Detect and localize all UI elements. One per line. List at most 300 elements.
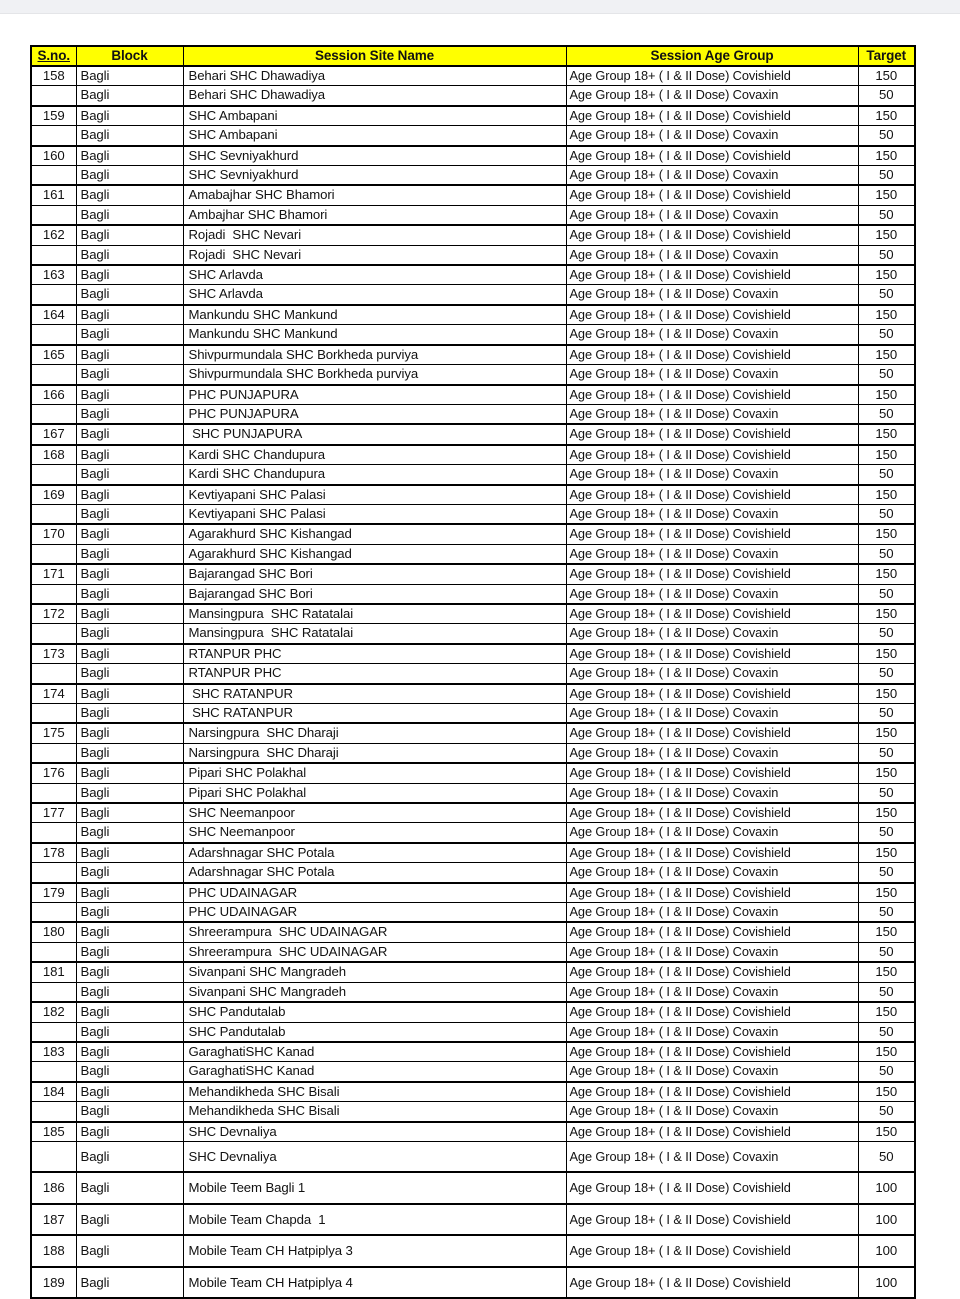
table-row (31, 325, 915, 345)
age-group-cell: Age Group 18+ ( I & II Dose) Covaxin (566, 245, 858, 265)
block-cell: Bagli (76, 644, 183, 664)
target-cell: 50 (858, 285, 915, 305)
target-cell: 50 (858, 1141, 915, 1172)
sno-cell: 188 (31, 1235, 76, 1267)
target-cell: 50 (858, 1062, 915, 1082)
table-body (31, 66, 915, 1298)
site-name-cell: Adarshnagar SHC Potala (183, 843, 566, 863)
site-name-cell: Sivanpani SHC Mangradeh (183, 962, 566, 982)
target-cell: 150 (858, 723, 915, 743)
target-cell: 150 (858, 644, 915, 664)
table-row (31, 445, 915, 465)
table-row (31, 644, 915, 664)
table-row (31, 1082, 915, 1102)
age-group-cell: Age Group 18+ ( I & II Dose) Covishield (566, 843, 858, 863)
table-row (31, 106, 915, 126)
table-row (31, 1141, 915, 1172)
block-cell: Bagli (76, 424, 183, 444)
site-name-cell: GaraghatiSHC Kanad (183, 1042, 566, 1062)
block-cell: Bagli (76, 883, 183, 903)
target-cell: 50 (858, 783, 915, 803)
table-row (31, 783, 915, 803)
sno-cell: 177 (31, 803, 76, 823)
block-cell: Bagli (76, 783, 183, 803)
block-cell: Bagli (76, 723, 183, 743)
target-cell: 150 (858, 922, 915, 942)
block-cell: Bagli (76, 743, 183, 763)
sno-cell: 187 (31, 1204, 76, 1236)
block-cell: Bagli (76, 544, 183, 564)
block-cell: Bagli (76, 126, 183, 146)
table-row (31, 1102, 915, 1122)
age-group-cell: Age Group 18+ ( I & II Dose) Covaxin (566, 903, 858, 923)
sno-cell (31, 285, 76, 305)
table-row (31, 485, 915, 505)
site-name-cell: Mobile Team CH Hatpiplya 4 (183, 1267, 566, 1299)
sno-cell: 178 (31, 843, 76, 863)
table-row (31, 903, 915, 923)
site-name-cell: Kevtiyapani SHC Palasi (183, 485, 566, 505)
age-group-cell: Age Group 18+ ( I & II Dose) Covaxin (566, 465, 858, 485)
age-group-cell: Age Group 18+ ( I & II Dose) Covaxin (566, 783, 858, 803)
header-session-site-name: Session Site Name (183, 46, 566, 66)
site-name-cell: SHC RATANPUR (183, 684, 566, 704)
sno-cell: 181 (31, 962, 76, 982)
sno-cell (31, 942, 76, 962)
block-cell: Bagli (76, 1204, 183, 1236)
top-strip (0, 0, 960, 14)
table-row (31, 1062, 915, 1082)
block-cell: Bagli (76, 962, 183, 982)
site-name-cell: Kardi SHC Chandupura (183, 445, 566, 465)
age-group-cell: Age Group 18+ ( I & II Dose) Covaxin (566, 166, 858, 186)
target-cell: 50 (858, 704, 915, 724)
sno-cell (31, 664, 76, 684)
table-row (31, 66, 915, 86)
sno-cell (31, 544, 76, 564)
sno-cell (31, 982, 76, 1002)
block-cell: Bagli (76, 285, 183, 305)
site-name-cell: SHC Pandutalab (183, 1022, 566, 1042)
block-cell: Bagli (76, 604, 183, 624)
table-row (31, 225, 915, 245)
sno-cell: 185 (31, 1122, 76, 1142)
target-cell: 150 (858, 684, 915, 704)
block-cell: Bagli (76, 1022, 183, 1042)
target-cell: 150 (858, 564, 915, 584)
table-row (31, 962, 915, 982)
table-row (31, 922, 915, 942)
target-cell: 50 (858, 126, 915, 146)
target-cell: 50 (858, 903, 915, 923)
block-cell: Bagli (76, 166, 183, 186)
site-name-cell: Mehandikheda SHC Bisali (183, 1082, 566, 1102)
target-cell: 50 (858, 743, 915, 763)
sno-cell: 189 (31, 1267, 76, 1299)
sno-cell (31, 823, 76, 843)
age-group-cell: Age Group 18+ ( I & II Dose) Covaxin (566, 1102, 858, 1122)
table-row (31, 424, 915, 444)
target-cell: 150 (858, 883, 915, 903)
sno-cell: 183 (31, 1042, 76, 1062)
table-row (31, 1267, 915, 1299)
age-group-cell: Age Group 18+ ( I & II Dose) Covishield (566, 564, 858, 584)
block-cell: Bagli (76, 584, 183, 604)
site-name-cell: Mobile Team Chapda 1 (183, 1204, 566, 1236)
sno-cell (31, 166, 76, 186)
site-name-cell: SHC Arlavda (183, 265, 566, 285)
sno-cell: 171 (31, 564, 76, 584)
target-cell: 150 (858, 106, 915, 126)
block-cell: Bagli (76, 485, 183, 505)
age-group-cell: Age Group 18+ ( I & II Dose) Covishield (566, 225, 858, 245)
age-group-cell: Age Group 18+ ( I & II Dose) Covishield (566, 763, 858, 783)
age-group-cell: Age Group 18+ ( I & II Dose) Covishield (566, 106, 858, 126)
block-cell: Bagli (76, 1062, 183, 1082)
table-row (31, 743, 915, 763)
sno-cell: 179 (31, 883, 76, 903)
sno-cell: 173 (31, 644, 76, 664)
age-group-cell: Age Group 18+ ( I & II Dose) Covishield (566, 445, 858, 465)
site-name-cell: SHC Ambapani (183, 106, 566, 126)
sno-cell: 165 (31, 345, 76, 365)
sno-cell: 163 (31, 265, 76, 285)
target-cell: 50 (858, 166, 915, 186)
block-cell: Bagli (76, 66, 183, 86)
age-group-cell: Age Group 18+ ( I & II Dose) Covishield (566, 1082, 858, 1102)
header-sno: S.no. (31, 46, 76, 66)
target-cell: 100 (858, 1267, 915, 1299)
site-name-cell: RTANPUR PHC (183, 644, 566, 664)
block-cell: Bagli (76, 325, 183, 345)
site-name-cell: Mobile Team CH Hatpiplya 3 (183, 1235, 566, 1267)
age-group-cell: Age Group 18+ ( I & II Dose) Covishield (566, 146, 858, 166)
sno-cell: 159 (31, 106, 76, 126)
age-group-cell: Age Group 18+ ( I & II Dose) Covishield (566, 1042, 858, 1062)
block-cell: Bagli (76, 305, 183, 325)
table-row (31, 245, 915, 265)
age-group-cell: Age Group 18+ ( I & II Dose) Covishield (566, 922, 858, 942)
table-row (31, 404, 915, 424)
target-cell: 50 (858, 504, 915, 524)
target-cell: 150 (858, 385, 915, 405)
block-cell: Bagli (76, 106, 183, 126)
sno-cell: 180 (31, 922, 76, 942)
sno-cell: 166 (31, 385, 76, 405)
table-row (31, 1204, 915, 1236)
block-cell: Bagli (76, 86, 183, 106)
block-cell: Bagli (76, 265, 183, 285)
age-group-cell: Age Group 18+ ( I & II Dose) Covaxin (566, 1141, 858, 1172)
site-name-cell: Agarakhurd SHC Kishangad (183, 524, 566, 544)
table-container (30, 45, 916, 1299)
age-group-cell: Age Group 18+ ( I & II Dose) Covaxin (566, 126, 858, 146)
table-row (31, 126, 915, 146)
target-cell: 50 (858, 245, 915, 265)
site-name-cell: Rojadi SHC Nevari (183, 245, 566, 265)
sno-cell (31, 205, 76, 225)
block-cell: Bagli (76, 843, 183, 863)
table-row (31, 1002, 915, 1022)
site-name-cell: Ambajhar SHC Bhamori (183, 205, 566, 225)
site-name-cell: Shivpurmundala SHC Borkheda purviya (183, 365, 566, 385)
age-group-cell: Age Group 18+ ( I & II Dose) Covaxin (566, 205, 858, 225)
site-name-cell: SHC Devnaliya (183, 1141, 566, 1172)
block-cell: Bagli (76, 903, 183, 923)
age-group-cell: Age Group 18+ ( I & II Dose) Covaxin (566, 365, 858, 385)
age-group-cell: Age Group 18+ ( I & II Dose) Covishield (566, 883, 858, 903)
site-name-cell: Bajarangad SHC Bori (183, 564, 566, 584)
sno-cell: 164 (31, 305, 76, 325)
table-row (31, 684, 915, 704)
target-cell: 50 (858, 365, 915, 385)
block-cell: Bagli (76, 664, 183, 684)
site-name-cell: Shreerampura SHC UDAINAGAR (183, 922, 566, 942)
site-name-cell: SHC Sevniyakhurd (183, 166, 566, 186)
age-group-cell: Age Group 18+ ( I & II Dose) Covaxin (566, 823, 858, 843)
sno-cell: 168 (31, 445, 76, 465)
age-group-cell: Age Group 18+ ( I & II Dose) Covishield (566, 185, 858, 205)
block-cell: Bagli (76, 1141, 183, 1172)
site-name-cell: SHC Sevniyakhurd (183, 146, 566, 166)
site-name-cell: SHC Neemanpoor (183, 823, 566, 843)
target-cell: 50 (858, 982, 915, 1002)
table-row (31, 624, 915, 644)
session-sites-table (30, 45, 916, 1299)
site-name-cell: Behari SHC Dhawadiya (183, 86, 566, 106)
table-row (31, 1042, 915, 1062)
site-name-cell: SHC Ambapani (183, 126, 566, 146)
site-name-cell: Amabajhar SHC Bhamori (183, 185, 566, 205)
sno-cell: 160 (31, 146, 76, 166)
table-row (31, 465, 915, 485)
age-group-cell: Age Group 18+ ( I & II Dose) Covaxin (566, 982, 858, 1002)
age-group-cell: Age Group 18+ ( I & II Dose) Covishield (566, 684, 858, 704)
table-row (31, 504, 915, 524)
table-row (31, 982, 915, 1002)
table-row (31, 883, 915, 903)
age-group-cell: Age Group 18+ ( I & II Dose) Covishield (566, 345, 858, 365)
sno-cell: 169 (31, 485, 76, 505)
table-row (31, 604, 915, 624)
table-row (31, 803, 915, 823)
target-cell: 150 (858, 962, 915, 982)
site-name-cell: PHC UDAINAGAR (183, 903, 566, 923)
block-cell: Bagli (76, 942, 183, 962)
table-row (31, 205, 915, 225)
sno-cell (31, 624, 76, 644)
target-cell: 150 (858, 66, 915, 86)
age-group-cell: Age Group 18+ ( I & II Dose) Covaxin (566, 743, 858, 763)
site-name-cell: Mehandikheda SHC Bisali (183, 1102, 566, 1122)
table-row (31, 1022, 915, 1042)
site-name-cell: Pipari SHC Polakhal (183, 783, 566, 803)
sno-cell (31, 1102, 76, 1122)
age-group-cell: Age Group 18+ ( I & II Dose) Covaxin (566, 863, 858, 883)
sno-cell (31, 465, 76, 485)
age-group-cell: Age Group 18+ ( I & II Dose) Covishield (566, 604, 858, 624)
site-name-cell: SHC RATANPUR (183, 704, 566, 724)
block-cell: Bagli (76, 524, 183, 544)
block-cell: Bagli (76, 1082, 183, 1102)
table-row (31, 704, 915, 724)
sno-cell (31, 365, 76, 385)
sno-cell: 184 (31, 1082, 76, 1102)
age-group-cell: Age Group 18+ ( I & II Dose) Covaxin (566, 504, 858, 524)
block-cell: Bagli (76, 1042, 183, 1062)
table-row (31, 823, 915, 843)
age-group-cell: Age Group 18+ ( I & II Dose) Covaxin (566, 285, 858, 305)
table-row (31, 723, 915, 743)
site-name-cell: SHC Pandutalab (183, 1002, 566, 1022)
target-cell: 150 (858, 1042, 915, 1062)
block-cell: Bagli (76, 763, 183, 783)
block-cell: Bagli (76, 564, 183, 584)
sno-cell: 174 (31, 684, 76, 704)
age-group-cell: Age Group 18+ ( I & II Dose) Covishield (566, 1235, 858, 1267)
age-group-cell: Age Group 18+ ( I & II Dose) Covishield (566, 1267, 858, 1299)
table-row (31, 763, 915, 783)
site-name-cell: SHC Neemanpoor (183, 803, 566, 823)
sno-cell: 175 (31, 723, 76, 743)
header-session-age-group: Session Age Group (566, 46, 858, 66)
sno-cell: 170 (31, 524, 76, 544)
age-group-cell: Age Group 18+ ( I & II Dose) Covishield (566, 385, 858, 405)
age-group-cell: Age Group 18+ ( I & II Dose) Covishield (566, 424, 858, 444)
block-cell: Bagli (76, 465, 183, 485)
target-cell: 150 (858, 185, 915, 205)
table-row (31, 524, 915, 544)
age-group-cell: Age Group 18+ ( I & II Dose) Covishield (566, 305, 858, 325)
block-cell: Bagli (76, 1235, 183, 1267)
table-row (31, 544, 915, 564)
age-group-cell: Age Group 18+ ( I & II Dose) Covaxin (566, 1022, 858, 1042)
sno-cell: 172 (31, 604, 76, 624)
sno-cell (31, 1022, 76, 1042)
site-name-cell: SHC Devnaliya (183, 1122, 566, 1142)
age-group-cell: Age Group 18+ ( I & II Dose) Covaxin (566, 704, 858, 724)
block-cell: Bagli (76, 385, 183, 405)
age-group-cell: Age Group 18+ ( I & II Dose) Covaxin (566, 624, 858, 644)
block-cell: Bagli (76, 146, 183, 166)
table-row (31, 185, 915, 205)
target-cell: 50 (858, 325, 915, 345)
block-cell: Bagli (76, 684, 183, 704)
target-cell: 150 (858, 803, 915, 823)
site-name-cell: Narsingpura SHC Dharaji (183, 723, 566, 743)
table-row (31, 146, 915, 166)
sno-cell (31, 245, 76, 265)
block-cell: Bagli (76, 1172, 183, 1204)
site-name-cell: GaraghatiSHC Kanad (183, 1062, 566, 1082)
block-cell: Bagli (76, 704, 183, 724)
age-group-cell: Age Group 18+ ( I & II Dose) Covishield (566, 1204, 858, 1236)
target-cell: 50 (858, 584, 915, 604)
header-block: Block (76, 46, 183, 66)
age-group-cell: Age Group 18+ ( I & II Dose) Covishield (566, 265, 858, 285)
site-name-cell: Mansingpura SHC Ratatalai (183, 624, 566, 644)
age-group-cell: Age Group 18+ ( I & II Dose) Covaxin (566, 86, 858, 106)
age-group-cell: Age Group 18+ ( I & II Dose) Covaxin (566, 404, 858, 424)
table-row (31, 1122, 915, 1142)
table-row (31, 86, 915, 106)
sno-cell (31, 126, 76, 146)
sno-cell: 176 (31, 763, 76, 783)
age-group-cell: Age Group 18+ ( I & II Dose) Covishield (566, 66, 858, 86)
block-cell: Bagli (76, 1122, 183, 1142)
sno-cell (31, 903, 76, 923)
target-cell: 50 (858, 942, 915, 962)
sno-cell: 158 (31, 66, 76, 86)
site-name-cell: Agarakhurd SHC Kishangad (183, 544, 566, 564)
target-cell: 50 (858, 544, 915, 564)
age-group-cell: Age Group 18+ ( I & II Dose) Covaxin (566, 942, 858, 962)
block-cell: Bagli (76, 445, 183, 465)
age-group-cell: Age Group 18+ ( I & II Dose) Covishield (566, 1172, 858, 1204)
age-group-cell: Age Group 18+ ( I & II Dose) Covaxin (566, 664, 858, 684)
site-name-cell: Sivanpani SHC Mangradeh (183, 982, 566, 1002)
table-row (31, 584, 915, 604)
site-name-cell: Pipari SHC Polakhal (183, 763, 566, 783)
age-group-cell: Age Group 18+ ( I & II Dose) Covishield (566, 485, 858, 505)
block-cell: Bagli (76, 624, 183, 644)
header-target: Target (858, 46, 915, 66)
age-group-cell: Age Group 18+ ( I & II Dose) Covishield (566, 1122, 858, 1142)
sno-cell (31, 325, 76, 345)
block-cell: Bagli (76, 245, 183, 265)
target-cell: 150 (858, 604, 915, 624)
target-cell: 150 (858, 225, 915, 245)
site-name-cell: Adarshnagar SHC Potala (183, 863, 566, 883)
block-cell: Bagli (76, 922, 183, 942)
sno-cell (31, 404, 76, 424)
sno-cell (31, 743, 76, 763)
target-cell: 100 (858, 1204, 915, 1236)
sno-cell: 162 (31, 225, 76, 245)
sno-cell (31, 863, 76, 883)
target-cell: 150 (858, 265, 915, 285)
site-name-cell: Mankundu SHC Mankund (183, 305, 566, 325)
table-row (31, 942, 915, 962)
target-cell: 100 (858, 1172, 915, 1204)
site-name-cell: PHC PUNJAPURA (183, 404, 566, 424)
target-cell: 150 (858, 445, 915, 465)
site-name-cell: Mansingpura SHC Ratatalai (183, 604, 566, 624)
sno-cell (31, 1141, 76, 1172)
block-cell: Bagli (76, 863, 183, 883)
site-name-cell: Shreerampura SHC UDAINAGAR (183, 942, 566, 962)
block-cell: Bagli (76, 803, 183, 823)
site-name-cell: PHC UDAINAGAR (183, 883, 566, 903)
table-row (31, 305, 915, 325)
site-name-cell: Kardi SHC Chandupura (183, 465, 566, 485)
target-cell: 50 (858, 664, 915, 684)
table-row (31, 843, 915, 863)
site-name-cell: SHC PUNJAPURA (183, 424, 566, 444)
block-cell: Bagli (76, 185, 183, 205)
sno-cell: 167 (31, 424, 76, 444)
site-name-cell: Mankundu SHC Mankund (183, 325, 566, 345)
site-name-cell: Mobile Teem Bagli 1 (183, 1172, 566, 1204)
target-cell: 50 (858, 823, 915, 843)
age-group-cell: Age Group 18+ ( I & II Dose) Covishield (566, 723, 858, 743)
sno-cell (31, 783, 76, 803)
site-name-cell: Shivpurmundala SHC Borkheda purviya (183, 345, 566, 365)
target-cell: 50 (858, 465, 915, 485)
sno-cell (31, 1062, 76, 1082)
table-row (31, 564, 915, 584)
table-row (31, 1235, 915, 1267)
